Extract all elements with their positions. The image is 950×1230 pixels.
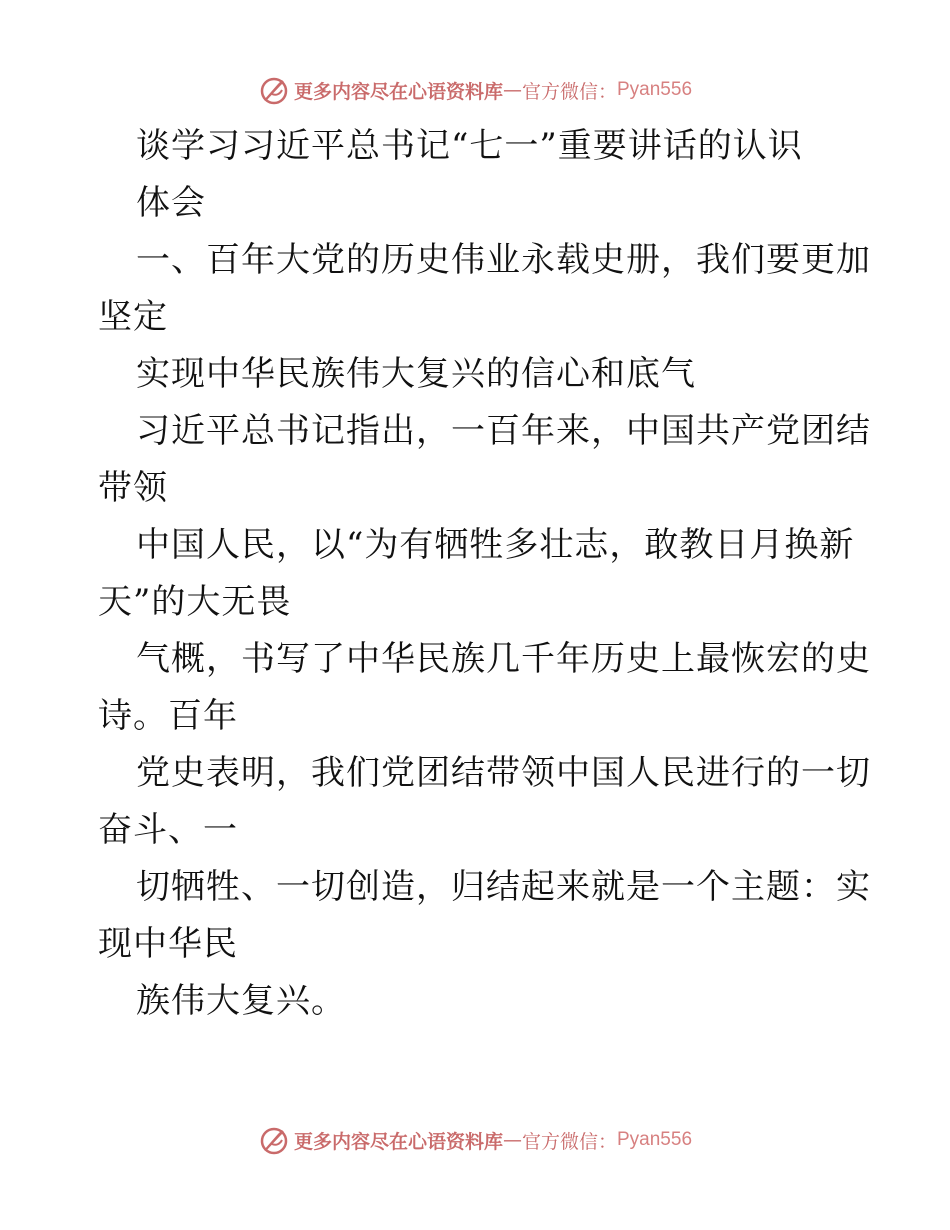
quill-pen-logo-icon: [258, 74, 290, 106]
footer-watermark-banner: [0, 1120, 950, 1160]
doc-title-line-1: 谈学习习近平总书记“七一”重要讲话的认识: [136, 126, 803, 166]
quill-pen-logo-icon: [258, 1124, 290, 1156]
doc-line-8: 中国人民，以“为有牺牲多壮志，敢教日月换新: [136, 525, 855, 565]
document-body: [98, 118, 871, 1030]
doc-line-5: 实现中华民族伟大复兴的信心和底气: [136, 354, 696, 394]
doc-line-15: 现中华民: [98, 924, 238, 964]
banner-wechat-label: 官方微信：: [521, 1130, 617, 1153]
banner-dash: —: [502, 79, 522, 101]
banner-wechat-label: 官方微信：: [521, 80, 617, 103]
banner-wechat-id: Pyan556: [617, 79, 693, 100]
doc-line-12: 党史表明，我们党团结带领中国人民进行的一切: [136, 753, 871, 793]
banner-wechat-id: Pyan556: [617, 1129, 693, 1150]
doc-line-10: 气概，书写了中华民族几千年历史上最恢宏的史: [136, 639, 871, 679]
doc-line-13: 奋斗、一: [98, 810, 238, 850]
doc-title-line-2: 体会: [136, 183, 206, 223]
banner-text: 更多内容尽在心语资料库: [293, 1130, 503, 1153]
banner-dash: —: [502, 1129, 522, 1151]
doc-line-9: 天”的大无畏: [98, 582, 292, 622]
doc-line-14: 切牺牲、一切创造，归结起来就是一个主题：实: [136, 867, 871, 907]
banner-text: 更多内容尽在心语资料库: [293, 80, 503, 103]
doc-line-7: 带领: [98, 468, 168, 508]
doc-line-3: 一、百年大党的历史伟业永载史册，我们要更加: [136, 240, 871, 280]
doc-line-4: 坚定: [98, 297, 168, 337]
doc-line-6: 习近平总书记指出，一百年来，中国共产党团结: [136, 411, 871, 451]
doc-line-11: 诗。百年: [98, 696, 238, 736]
doc-line-16: 族伟大复兴。: [136, 981, 346, 1021]
header-watermark-banner: [0, 70, 950, 110]
